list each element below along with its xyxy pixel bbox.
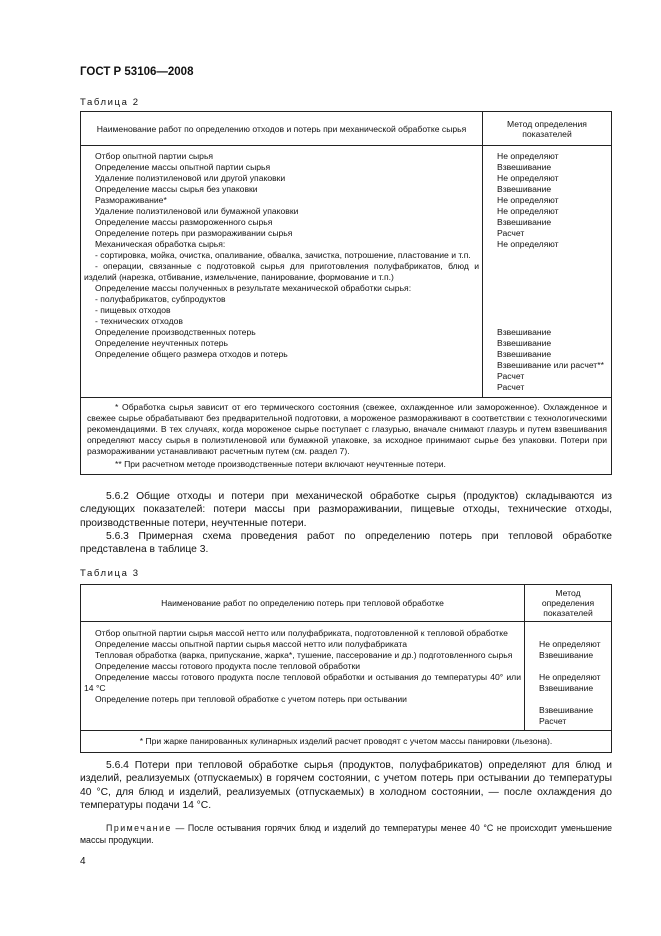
final-note-label: Примечание (106, 823, 172, 833)
table2-caption: Таблица 2 (80, 97, 140, 108)
table-cell: Взвешивание (497, 162, 552, 172)
table-cell: Не определяют (497, 239, 559, 249)
table3-methods (525, 628, 611, 727)
table-cell: Взвешивание (539, 683, 594, 693)
table3-col2-header: Метод определения показателей (525, 585, 612, 622)
page-number: 4 (80, 856, 86, 867)
table-cell: Не определяют (497, 206, 559, 216)
table-2 (80, 111, 612, 475)
paragraphs-562-563 (80, 490, 612, 556)
table-cell: Определение массы опытной партии сырья массой нетто или полуфабриката (95, 639, 408, 649)
table-cell: Расчет (539, 716, 567, 726)
table-cell: Взвешивание (497, 184, 552, 194)
table-cell: Определение потерь при тепловой обработке с учетом потерь при остывании (95, 694, 407, 704)
table-3 (80, 584, 612, 753)
table-cell: Отбор опытной партии сырья массой нетто или полуфабриката, подготовленной к тепловой обработке (95, 628, 508, 638)
table-cell: Расчет (497, 228, 525, 238)
paragraph-5-6-2: 5.6.2 Общие отходы и потери при механической обработке сырья (продуктов) складываются из следующих показателей: потери массы при размораживании, пищевые отходы, технические отходы, производственные потери, неучтенные потери. (80, 491, 612, 529)
table-cell: Определение потерь при размораживании сырья (95, 228, 293, 238)
table-cell: Определение массы готового продукта после тепловой обработки и остывания до температуры 40° или 14 °С (84, 672, 521, 693)
table3-caption: Таблица 3 (80, 568, 140, 579)
table-cell: Отбор опытной партии сырья (95, 151, 214, 161)
table-cell: Не определяют (539, 672, 601, 682)
table-cell: Взвешивание (539, 705, 594, 715)
table-cell: Определение массы готового продукта после тепловой обработки (95, 661, 361, 671)
table2-note-2: ** При расчетном методе производственные потери включают неучтенные потери. (115, 459, 446, 469)
table3-names (81, 628, 524, 705)
table-cell: Механическая обработка сырья: (95, 239, 226, 249)
table-cell: Определение массы размороженного сырья (95, 217, 273, 227)
table-cell: Удаление полиэтиленовой или бумажной упаковки (95, 206, 299, 216)
table-cell: Не определяют (497, 151, 559, 161)
table-cell: Определение производственных потерь (95, 327, 256, 337)
table3-note: * При жарке панированных кулинарных изделий расчет проводят с учетом массы панировки (льезона). (81, 731, 612, 753)
table2-col1-header: Наименование работ по определению отходов и потерь при механической обработке сырья (81, 112, 483, 146)
table-cell: Взвешивание или расчет** (497, 360, 604, 370)
paragraph-5-6-4: 5.6.4 Потери при тепловой обработке сырья (продуктов, полуфабрикатов) определяют для блюд и изделий, реализуемых (отпускаемых) в горячем состоянии, с учетом потерь при остывании до температуры 40 °С, для блюд и изделий, реализуемых (отпускаемых) в холодном состоянии, — после охлаждения до температуры подачи 14 °С. (80, 760, 612, 811)
table-cell: Удаление полиэтиленовой или другой упаковки (95, 173, 286, 183)
table-cell: Определение массы полученных в результате механической обработки сырья: (95, 283, 412, 293)
paragraph-5-6-3: 5.6.3 Примерная схема проведения работ по определению потерь при тепловой обработке представлена в таблице 3. (80, 530, 612, 556)
table-cell: Расчет (497, 371, 525, 381)
table-cell: - операции, связанные с подготовкой сырья для приготовления полуфабрикатов, блюд и изделий (нарезка, отбивание, измельчение, панирование, формование и т.п.) (84, 261, 479, 282)
table-cell: Определение массы сырья без упаковки (95, 184, 258, 194)
table-cell: Тепловая обработка (варка, припускание, жарка*, тушение, пассерование и др.) подготовленного сырья (95, 650, 513, 660)
table3-col1-header: Наименование работ по определению потерь при тепловой обработке (81, 585, 525, 622)
table2-methods (483, 151, 611, 393)
table2-note-1: * Обработка сырья зависит от его термического состояния (свежее, охлажденное или замороженное). Охлажденное и свежее сырье обрабатывают без предварительной подготовки, а мороженое размораживают в соответствии с технологическими рекомендациями. В тех случаях, когда мороженое сырье поступает с глазурью, вначале снимают глазурь и путем взвешивания определяют массу сырья в полиэтиленовой или бумажной упаковке, за исходное принимают сырье без упаковки. Потери при размораживании устанавливают расчетным путем (см. раздел 7). (87, 402, 607, 456)
table-cell: - сортировка, мойка, очистка, опаливание, обвалка, зачистка, потрошение, пластование и т.п. (95, 250, 471, 260)
table-cell: Не определяют (539, 639, 601, 649)
table-cell: Определение общего размера отходов и потерь (95, 349, 288, 359)
table-cell: Не определяют (497, 173, 559, 183)
table-cell: Взвешивание (539, 650, 594, 660)
paragraph-5-6-4-wrap (80, 759, 612, 812)
table-cell: Взвешивание (497, 327, 552, 337)
table-cell: Взвешивание (497, 217, 552, 227)
final-note-text: — После остывания горячих блюд и изделий до температуры менее 40 °С не происходит уменьшение массы продукции. (80, 823, 612, 845)
table2-names (81, 151, 482, 360)
page-header: ГОСТ Р 53106—2008 (80, 66, 194, 78)
table-cell: Расчет (497, 382, 525, 392)
table-cell: Размораживание* (95, 195, 167, 205)
table2-col2-header: Метод определения показателей (483, 112, 612, 146)
table-cell: Определение неучтенных потерь (95, 338, 229, 348)
table-cell: - полуфабрикатов, субпродуктов (95, 294, 226, 304)
table-cell: Взвешивание (497, 338, 552, 348)
table-cell: Не определяют (497, 195, 559, 205)
table2-notes (81, 398, 612, 475)
table-cell: - технических отходов (95, 316, 183, 326)
table-cell: - пищевых отходов (95, 305, 171, 315)
table-cell: Определение массы опытной партии сырья (95, 162, 271, 172)
final-note (80, 822, 612, 846)
table-cell: Взвешивание (497, 349, 552, 359)
